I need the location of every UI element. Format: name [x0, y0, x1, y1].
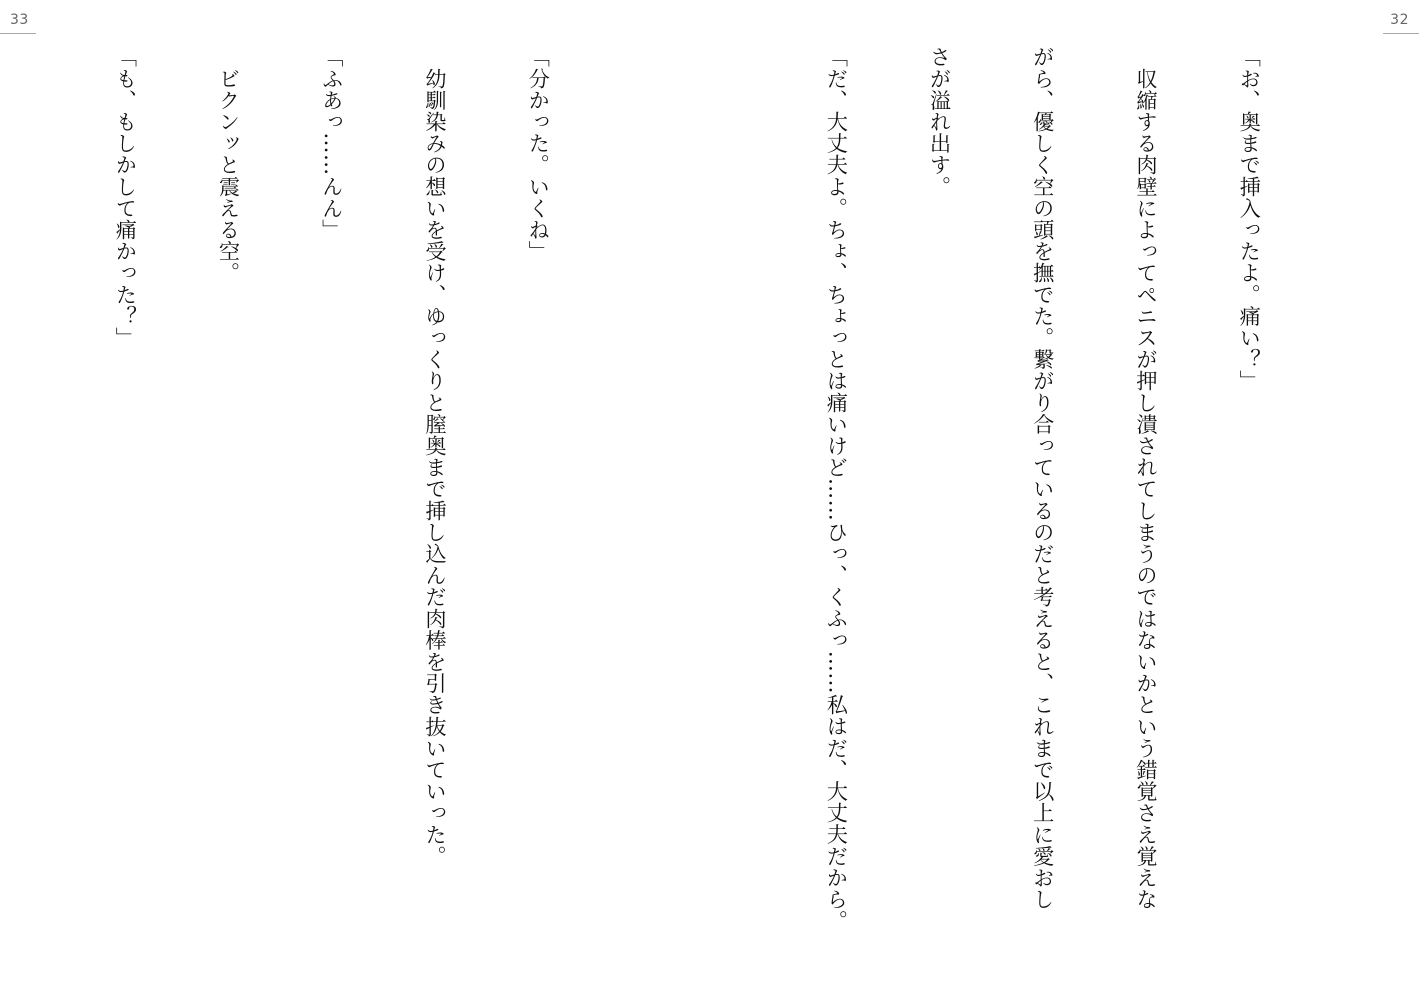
text-line: 「も、もしかして痛かった？」	[113, 46, 139, 349]
page-number-right: 32	[1390, 12, 1409, 28]
header-rule-left	[0, 33, 36, 34]
text-line: さが溢れ出す。	[927, 46, 953, 198]
text-line: 「分かった。いくね」	[526, 46, 552, 262]
right-page	[710, 0, 1419, 1000]
text-line: 収縮する肉壁によってペニスが押し潰されてしまうのではないかという錯覚さえ覚えな	[1133, 46, 1159, 910]
text-line: 幼馴染みの想いを受け、ゆっくりと膣奥まで挿し込んだ肉棒を引き抜いていった。	[422, 46, 448, 867]
body-text-left	[44, 46, 624, 976]
text-line: ビクンッと震える空。	[216, 46, 242, 284]
page-number-left: 33	[10, 12, 29, 28]
text-line: 「お、奥まで挿入ったよ。痛い？」	[1237, 46, 1263, 392]
header-rule-right	[1383, 33, 1419, 34]
body-text-right	[765, 46, 1335, 976]
text-line: がら、優しく空の頭を撫でた。繋がり合っているのだと考えると、これまで以上に愛おし	[1030, 46, 1056, 910]
text-line: 「だ、大丈夫よ。ちょ、ちょっとは痛いけど……ひっ、くふっ……私はだ、大丈夫だから。	[824, 46, 850, 932]
text-line: 「ふあっ……んん」	[319, 46, 345, 241]
